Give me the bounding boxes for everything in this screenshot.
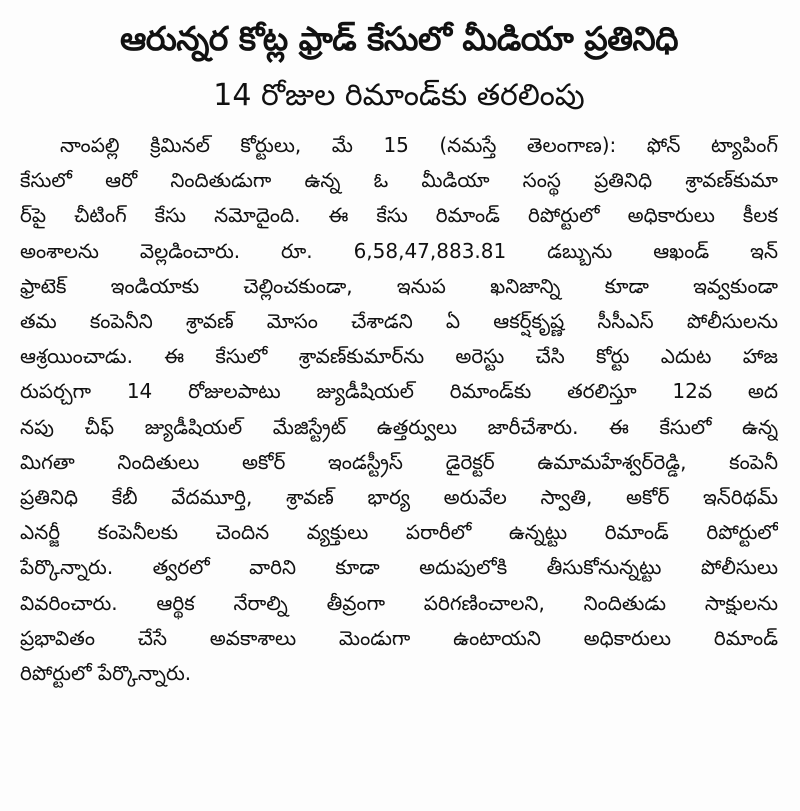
article-body-line: మిగతా నిందితులు అకోర్ ఇండస్ట్రీస్ డైరెక్టర్ ఉమామహేశ్వర్‌రెడ్డి, కంపెనీ	[20, 449, 778, 474]
article-headline: ఆరున్నర కోట్ల ఫ్రాడ్ కేసులో మీడియా ప్రతినిధి	[119, 19, 679, 58]
article-subheadline: 14 రోజుల రిమాండ్‌కు తరలింపు	[213, 78, 585, 113]
article-body-line: కేసులో ఆరో నిందితుడుగా ఉన్న ఓ మీడియా సంస్థ ప్రతినిధి శ్రావణ్‌కుమా	[20, 168, 778, 193]
article-body-line: రుపర్చగా 14 రోజులపాటు జ్యుడీషియల్ రిమాండ్‌కు తరలిస్తూ 12వ అద	[20, 379, 778, 404]
article-body-line: పేర్కొన్నారు. త్వరలో వారిని కూడా అదుపులోకి తీసుకోనున్నట్టు పోలీసులు	[20, 555, 778, 580]
article-body-line: నాంపల్లి క్రిమినల్ కోర్టులు, మే 15 (నమస్తే తెలంగాణ): ఫోన్ ట్యాపింగ్	[60, 133, 778, 157]
article-body	[20, 128, 778, 691]
article-body-line: రిపోర్టులో పేర్కొన్నారు.	[20, 661, 192, 686]
article-body-line: ఆశ్రయించాడు. ఈ కేసులో శ్రావణ్‌కుమార్‌ను అరెస్టు చేసి కోర్టు ఎదుట హాజ	[20, 344, 778, 369]
article-body-line: ప్రభావితం చేసే అవకాశాలు మెండుగా ఉంటాయని అధికారులు రిమాండ్	[20, 625, 778, 650]
article-body-line: అంశాలను వెల్లడించారు. రూ. 6,58,47,883.81 డబ్బును ఆఖండ్ ఇన్	[20, 238, 778, 263]
article-body-line: ర్‌పై చీటింగ్ కేసు నమోదైంది. ఈ కేసు రిమాండ్ రిపోర్టులో అధికారులు కీలక	[20, 203, 778, 228]
article-body-line: ఎనర్జీ కంపెనీలకు చెందిన వ్యక్తులు పరారీలో ఉన్నట్టు రిమాండ్ రిపోర్టులో	[20, 520, 778, 545]
article-body-line: ఫ్రాటెక్ ఇండియాకు చెల్లించకుండా, ఇనుప ఖనిజాన్ని కూడా ఇవ్వకుండా	[20, 273, 778, 298]
article-body-line: వివరించారు. ఆర్థిక నేరాల్ని తీవ్రంగా పరిగణించాలని, నిందితుడు సాక్షులను	[20, 590, 778, 615]
article-body-line: నపు చీఫ్ జ్యుడీషియల్ మేజిస్ట్రేట్ ఉత్తర్వులు జారీచేశారు. ఈ కేసులో ఉన్న	[20, 414, 778, 439]
article-body-line: తమ కంపెనీని శ్రావణ్ మోసం చేశాడని ఏ ఆకర్ష్‌కృష్ణ సీసీఎస్ పోలీసులను	[20, 309, 778, 334]
article-body-line: ప్రతినిధి కేబీ వేదమూర్తి, శ్రావణ్ భార్య అరువేల స్వాతి, అకోర్ ఇన్‌రిథమ్	[20, 485, 778, 510]
